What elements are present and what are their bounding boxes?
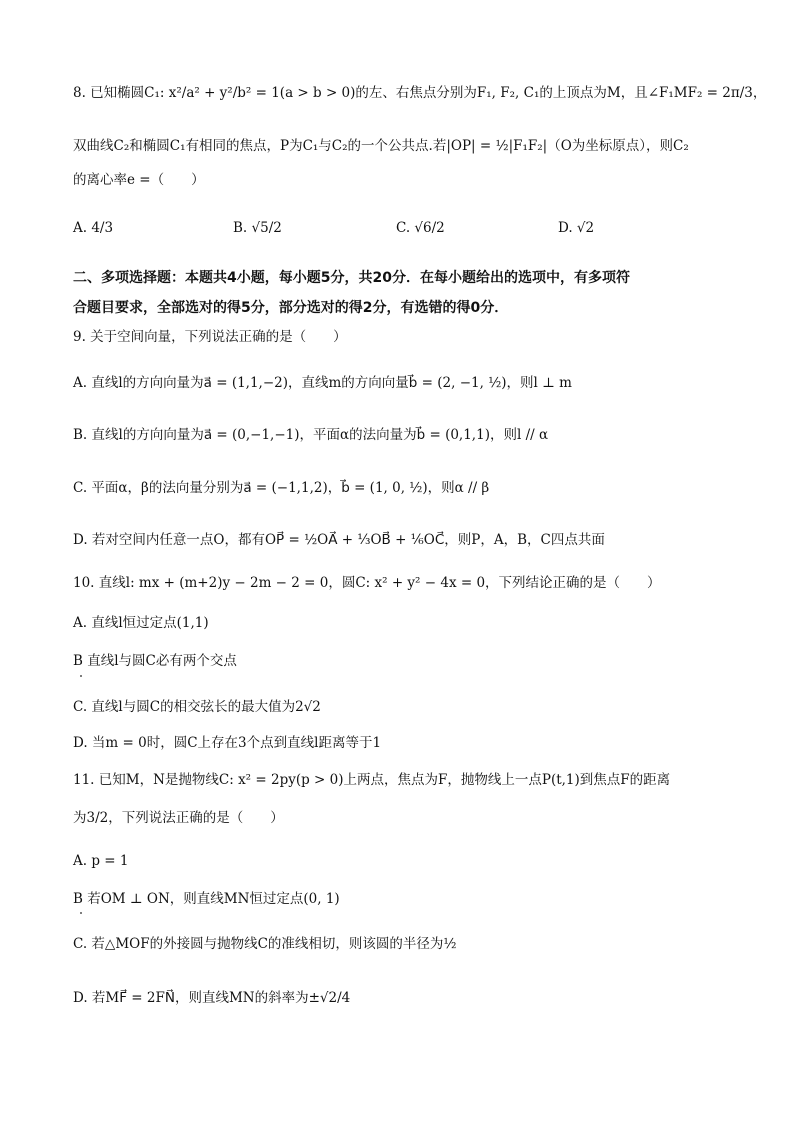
q8-line-2: 双曲线C₂和椭圆C₁有相同的焦点，P为C₁与C₂的一个公共点.若|OP| = ½|F₁F₂|（O为坐标原点），则C₂: [73, 138, 689, 154]
q9-option-d: D. 若对空间内任意一点O，都有OP⃗ = ½OA⃗ + ⅓OB⃗ + ⅙OC⃗，则P，A，B，C四点共面: [73, 532, 605, 548]
q10-option-d: D. 当m = 0时，圆C上存在3个点到直线l距离等于1: [73, 735, 382, 751]
q10-option-b: B 直线l与圆C必有两个交点: [73, 653, 237, 669]
q10-option-a: A. 直线l恒过定点(1,1): [73, 615, 209, 631]
stray-dot: [80, 912, 82, 914]
q8-option-b: B. √5/2: [233, 220, 282, 236]
q9-option-b: B. 直线l的方向向量为a⃗ = (0,−1,−1)，平面α的法向量为b⃗ = (0,1,1)，则l // α: [73, 427, 549, 443]
q11-stem-line-1: 11. 已知M，N是抛物线C: x² = 2py(p > 0)上两点，焦点为F，抛物线上一点P(t,1)到焦点F的距离: [73, 772, 671, 788]
q11-option-d: D. 若MF⃗ = 2FN⃗，则直线MN的斜率为±√2/4: [73, 990, 351, 1006]
q8-option-a: A. 4/3: [73, 220, 114, 236]
q11-option-a: A. p = 1: [73, 853, 129, 869]
section-2-heading-line-2: 合题目要求，全部选对的得5分，部分选对的得2分，有选错的得0分．: [73, 300, 509, 316]
q9-option-c: C. 平面α，β的法向量分别为a⃗ = (−1,1,2)，b⃗ = (1, 0, ½)，则α // β: [73, 480, 490, 496]
q11-stem-line-2: 为3/2，下列说法正确的是（ ）: [73, 810, 284, 826]
q10-stem: 10. 直线l: mx + (m+2)y − 2m − 2 = 0，圆C: x² + y² − 4x = 0，下列结论正确的是（ ）: [73, 575, 661, 591]
q11-option-c: C. 若△MOF的外接圆与抛物线C的准线相切，则该圆的半径为½: [73, 936, 457, 952]
q8-option-c: C. √6/2: [396, 220, 445, 236]
q11-option-b: B 若OM ⊥ ON，则直线MN恒过定点(0, 1): [73, 891, 340, 907]
q10-option-c: C. 直线l与圆C的相交弦长的最大值为2√2: [73, 699, 321, 715]
stray-dot: [80, 675, 82, 677]
q9-stem: 9. 关于空间向量，下列说法正确的是（ ）: [73, 329, 347, 345]
section-2-heading-line-1: 二、多项选择题：本题共4小题，每小题5分，共20分．在每小题给出的选项中，有多项符: [73, 270, 630, 286]
q9-option-a: A. 直线l的方向向量为a⃗ = (1,1,−2)，直线m的方向向量b⃗ = (2, −1, ½)，则l ⊥ m: [73, 375, 572, 391]
q8-option-d: D. √2: [558, 220, 595, 236]
q8-line-1: 8. 已知椭圆C₁: x²/a² + y²/b² = 1(a > b > 0)的左、右焦点分别为F₁, F₂, C₁的上顶点为M，且∠F₁MF₂ = 2π/3，: [73, 85, 767, 101]
q8-line-3: 的离心率e =（ ）: [73, 172, 205, 188]
